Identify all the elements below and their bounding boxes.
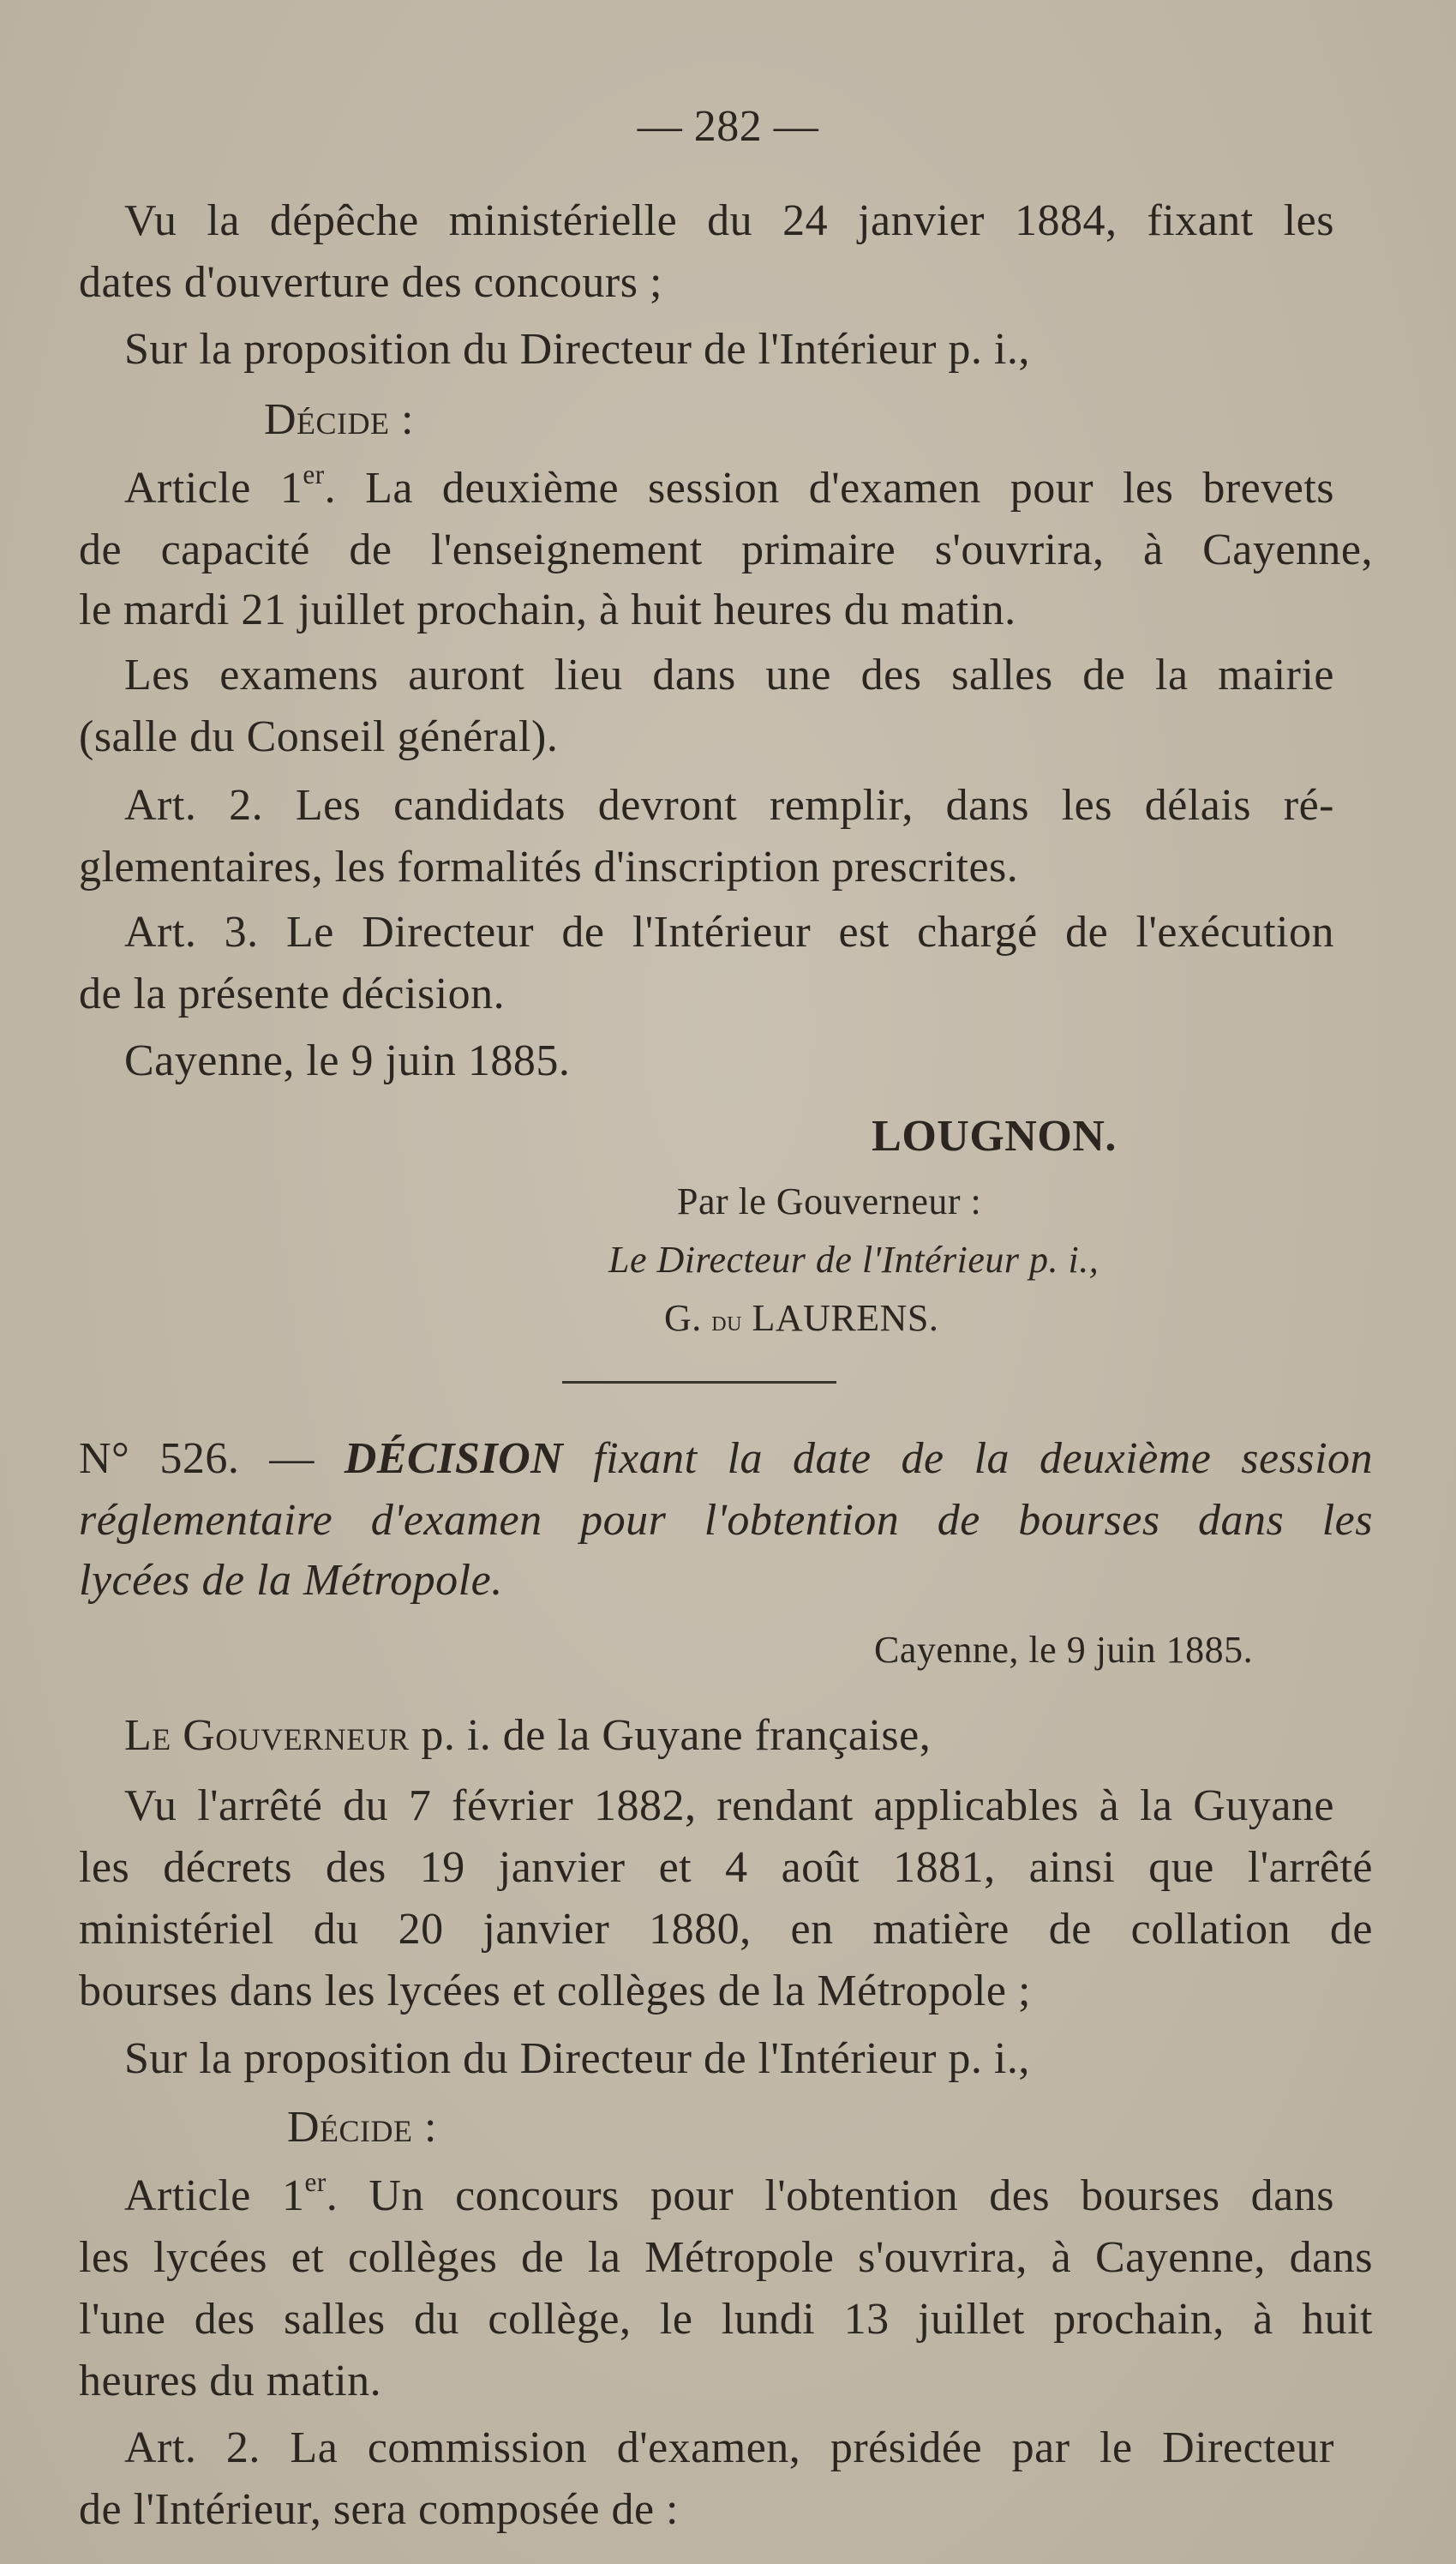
decision-date: Cayenne, le 9 juin 1885. bbox=[874, 1629, 1254, 1671]
decision-heading-line: lycées de la Métropole. bbox=[79, 1556, 503, 1605]
paragraph-line: Article 1er. La deuxième session d'examen pour les brevets bbox=[124, 459, 1334, 513]
paragraph-line: de la présente décision. bbox=[79, 970, 506, 1018]
paragraph-line: dates d'ouverture des concours ; bbox=[79, 258, 662, 307]
signature-name: LOUGNON. bbox=[872, 1112, 1117, 1161]
page-number: — 282 — bbox=[637, 102, 819, 151]
decision-heading-line: réglementaire d'examen pour l'obtention de bourses dans les bbox=[79, 1496, 1373, 1545]
signature-title: Par le Gouverneur : bbox=[677, 1180, 982, 1222]
paragraph-line: les lycées et collèges de la Métropole s'ouvrira, à Cayenne, dans bbox=[79, 2233, 1373, 2282]
governor-line: Le Gouverneur p. i. de la Guyane française, bbox=[124, 1711, 932, 1760]
paragraph-line: Art. 2. La commission d'examen, présidée par le Directeur bbox=[124, 2423, 1334, 2472]
paragraph-line: Art. 3. Le Directeur de l'Intérieur est chargé de l'exécution bbox=[124, 908, 1334, 957]
decision-heading-line: N° 526. — DÉCISION fixant la date de la deuxième session bbox=[79, 1434, 1374, 1483]
signature-name-2: G. du LAURENS. bbox=[664, 1297, 939, 1339]
paragraph-line: l'une des salles du collège, le lundi 13 juillet prochain, à huit bbox=[79, 2295, 1373, 2344]
paragraph-line: heures du matin. bbox=[79, 2357, 382, 2405]
paragraph-line: le mardi 21 juillet prochain, à huit heures du matin. bbox=[79, 585, 1016, 634]
paragraph-line: de capacité de l'enseignement primaire s'ouvrira, à Cayenne, bbox=[79, 525, 1373, 574]
signature-role: Le Directeur de l'Intérieur p. i., bbox=[608, 1239, 1099, 1281]
decide-heading: Décide : bbox=[287, 2103, 437, 2152]
paragraph-line: Vu la dépêche ministérielle du 24 janvier 1884, fixant les bbox=[124, 196, 1334, 245]
paragraph-line: Sur la proposition du Directeur de l'Intérieur p. i., bbox=[124, 2034, 1030, 2083]
paragraph-line: Art. 2. Les candidats devront remplir, dans les délais ré- bbox=[124, 781, 1334, 830]
decide-heading: Décide : bbox=[264, 395, 414, 444]
paragraph-line: bourses dans les lycées et collèges de la Métropole ; bbox=[79, 1967, 1031, 2015]
paragraph-line: Sur la proposition du Directeur de l'Intérieur p. i., bbox=[124, 325, 1030, 374]
paragraph-line: les décrets des 19 janvier et 4 août 1881, ainsi que l'arrêté bbox=[79, 1843, 1373, 1892]
section-divider bbox=[562, 1381, 836, 1384]
paragraph-line: glementaires, les formalités d'inscription prescrites. bbox=[79, 843, 1019, 892]
paragraph-line: Vu l'arrêté du 7 février 1882, rendant applicables à la Guyane bbox=[124, 1781, 1334, 1830]
paragraph-line: Article 1er. Un concours pour l'obtention des bourses dans bbox=[124, 2167, 1335, 2220]
date-line: Cayenne, le 9 juin 1885. bbox=[124, 1036, 571, 1085]
paragraph-line: Les examens auront lieu dans une des salles de la mairie bbox=[124, 651, 1334, 700]
paragraph-line: de l'Intérieur, sera composée de : bbox=[79, 2485, 679, 2534]
paragraph-line: ministériel du 20 janvier 1880, en matière de collation de bbox=[79, 1905, 1373, 1954]
paragraph-line: (salle du Conseil général). bbox=[79, 712, 559, 761]
